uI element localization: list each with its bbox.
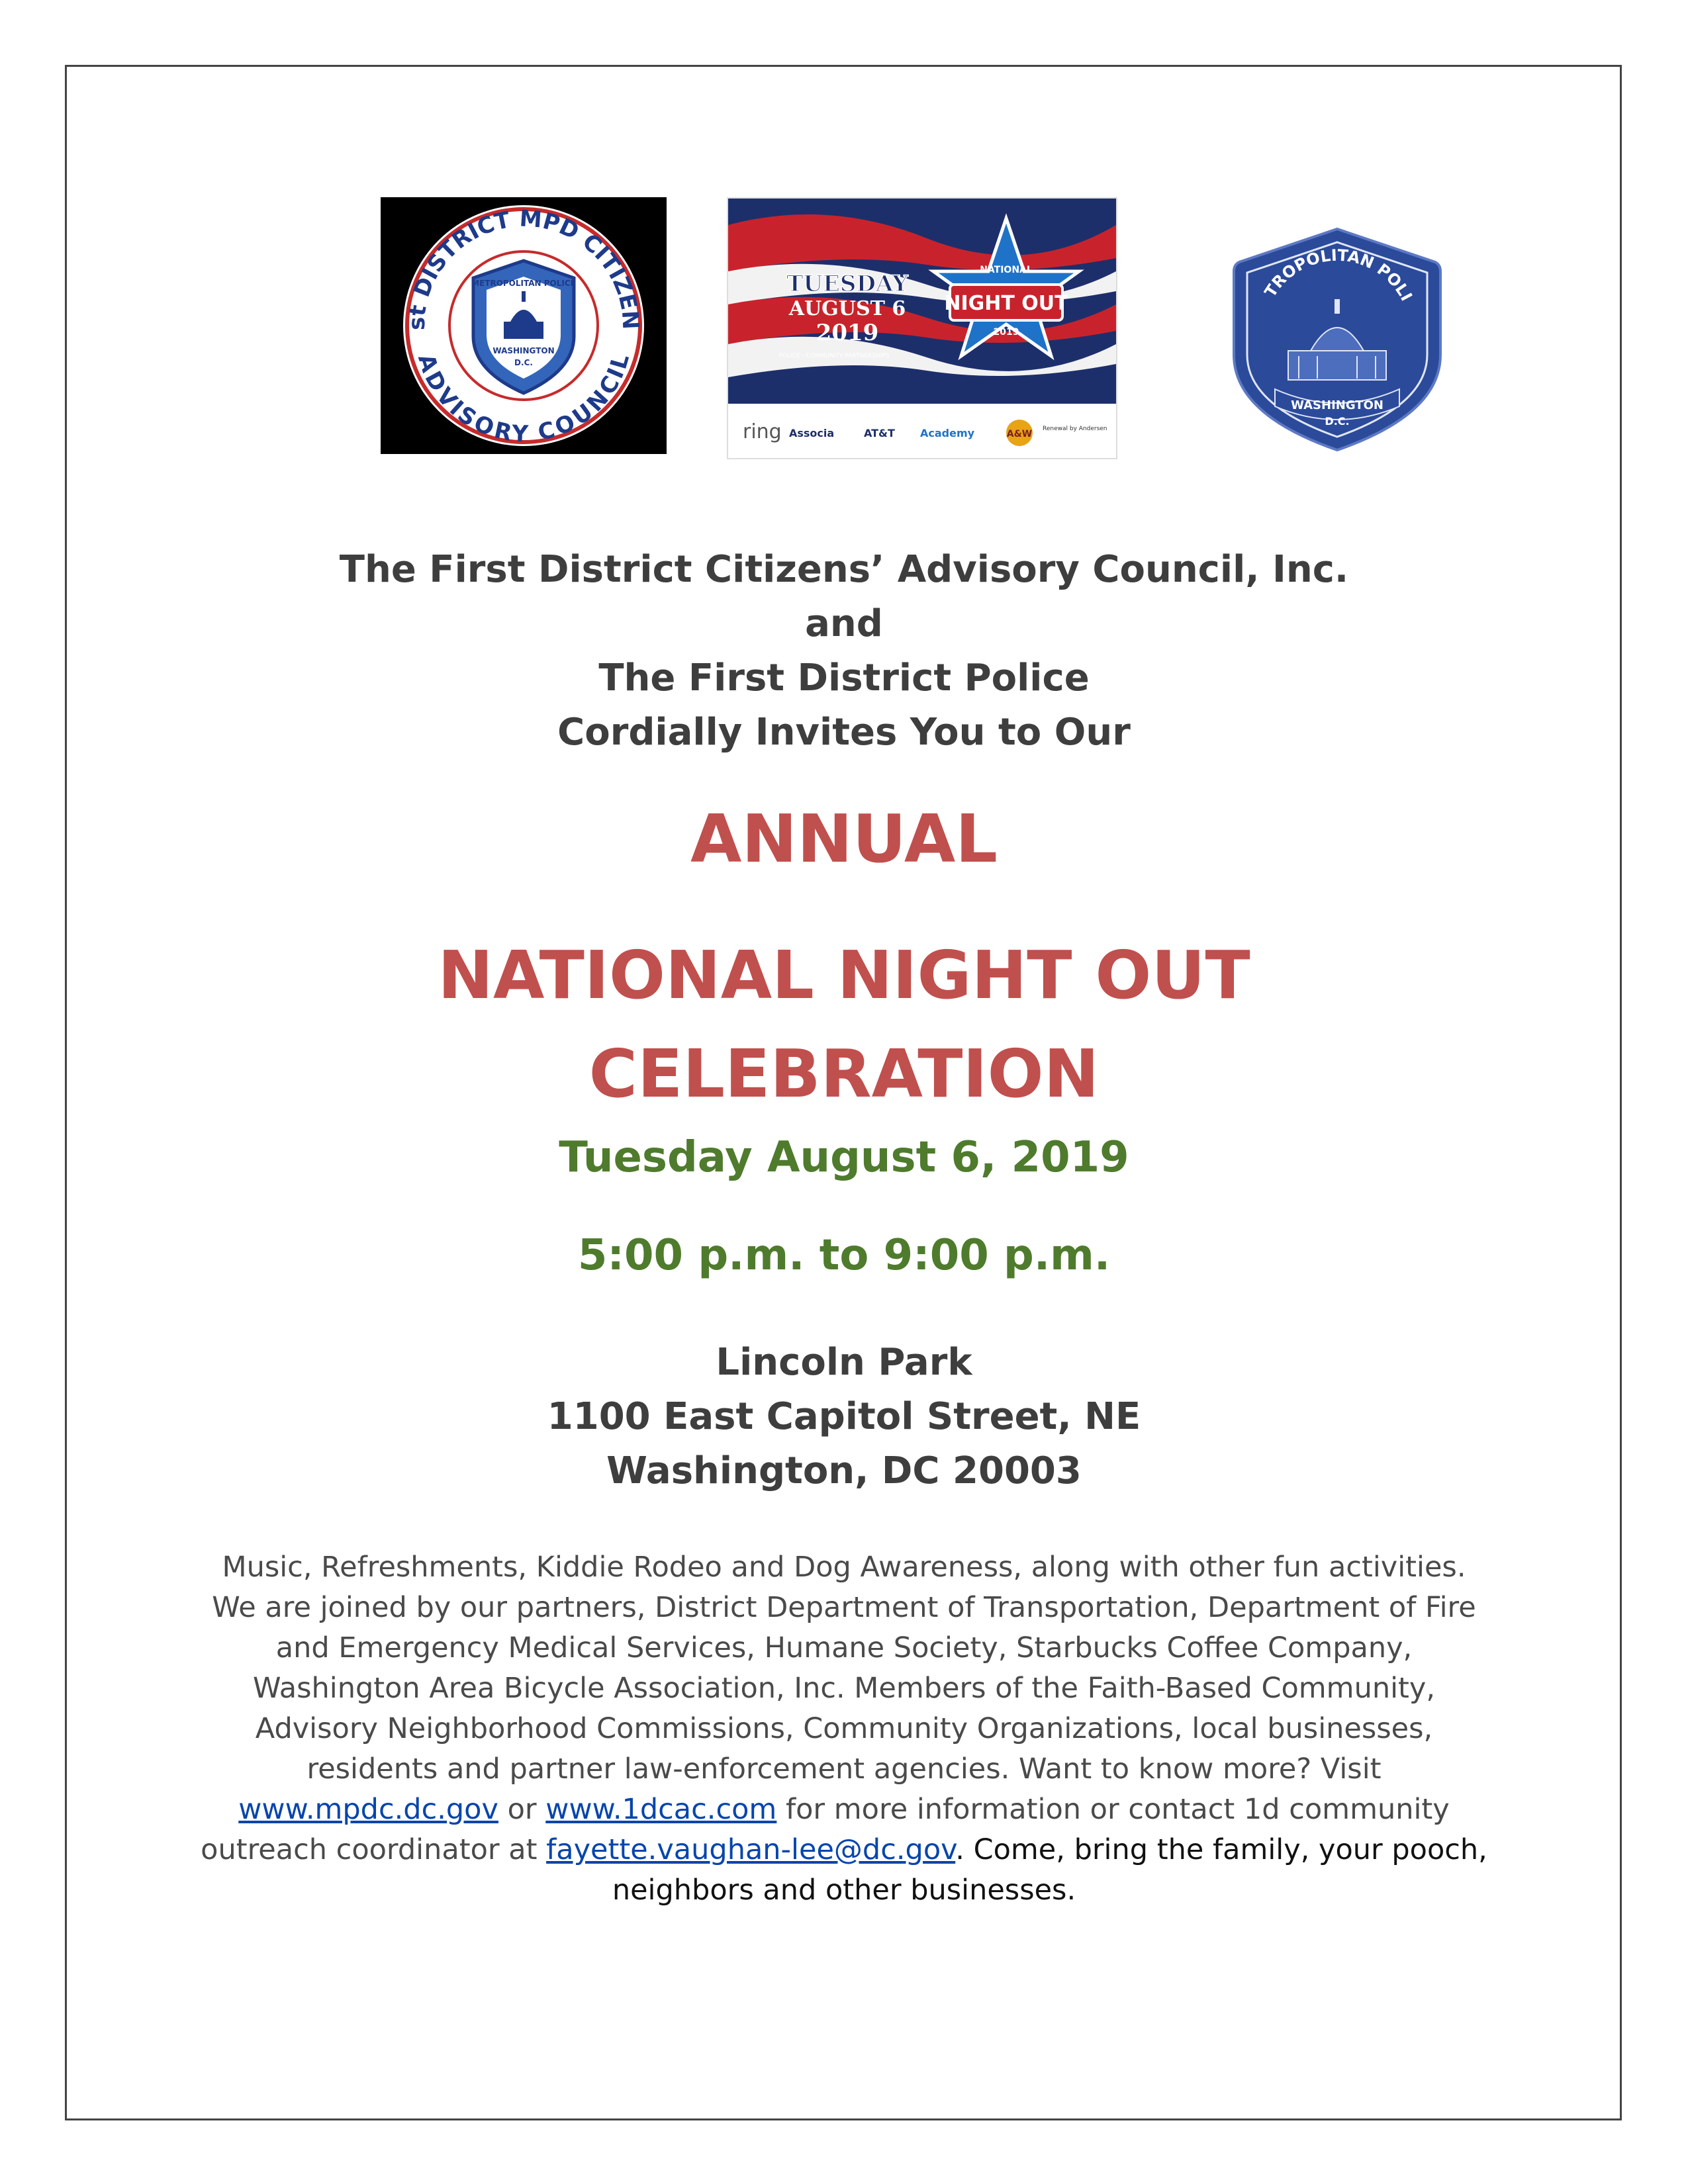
nno-star-top: NATIONAL bbox=[980, 265, 1033, 275]
ring-text-bottom: ADVISORY COUNCIL bbox=[412, 351, 635, 448]
sponsor-ring: ring bbox=[743, 420, 782, 443]
sponsor-aw: A&W bbox=[1006, 429, 1033, 439]
sponsor-associa: Associa bbox=[789, 427, 835, 439]
event-date: Tuesday August 6, 2019 bbox=[559, 1133, 1129, 1182]
headline-annual: ANNUAL bbox=[690, 800, 998, 878]
right-badge-bottom-text: WASHINGTON bbox=[1291, 398, 1383, 412]
venue-street: 1100 East Capitol Street, NE bbox=[547, 1395, 1141, 1438]
invite-line-1: The First District Citizens’ Advisory Council, Inc. bbox=[339, 548, 1349, 591]
right-badge-top-text: TROPOLITAN POLI bbox=[1260, 246, 1416, 304]
mpdc-link[interactable]: www.mpdc.dc.gov bbox=[238, 1793, 498, 1826]
right-badge-sub-text: D.C. bbox=[1325, 415, 1350, 428]
ring-text-top: st DISTRICT MPD CITIZEN bbox=[403, 205, 644, 331]
nno-date-line2: AUGUST 6 bbox=[788, 297, 906, 320]
venue-city: Washington, DC 20003 bbox=[606, 1449, 1082, 1492]
headline-national-night-out: NATIONAL NIGHT OUT bbox=[438, 936, 1250, 1014]
1dcac-link[interactable]: www.1dcac.com bbox=[545, 1793, 777, 1826]
invite-line-2: and bbox=[805, 602, 883, 645]
national-night-out-logo bbox=[727, 197, 1117, 459]
left-badge-bottom-text: WASHINGTON bbox=[492, 346, 555, 355]
sponsor-academy: Academy bbox=[920, 427, 975, 439]
contact-text: for more information or contact 1d community outreach coordinator at bbox=[201, 1793, 1450, 1866]
nno-date-line3: 2019 bbox=[816, 320, 879, 346]
closing-text: . Come, bring the family, your pooch, neighbors and other businesses. bbox=[612, 1833, 1487, 1907]
left-badge-sub-text: D.C. bbox=[514, 358, 533, 367]
metropolitan-police-badge-logo bbox=[1225, 225, 1450, 453]
citizens-advisory-council-logo bbox=[381, 197, 667, 454]
event-description bbox=[199, 1547, 1489, 1911]
or-text: or bbox=[507, 1793, 537, 1826]
event-time: 5:00 p.m. to 9:00 p.m. bbox=[577, 1231, 1111, 1280]
nno-date-line1: TUESDAY bbox=[786, 271, 908, 297]
nno-tagline: POLICE - COMMUNITY PARTNERSHIPS bbox=[778, 353, 890, 359]
sponsor-att: AT&T bbox=[864, 427, 895, 439]
invite-line-4: Cordially Invites You to Our bbox=[557, 711, 1131, 754]
invite-block bbox=[0, 543, 1688, 760]
invite-line-3: The First District Police bbox=[598, 657, 1090, 700]
nno-star-main: NIGHT OUT bbox=[944, 292, 1068, 315]
left-badge-top-text: METROPOLITAN POLICE bbox=[471, 279, 576, 288]
description-text: Music, Refreshments, Kiddie Rodeo and Dog Awareness, along with other fun activities. We are joined by our partners, District Department of Transportation, Department of Fire and Emergency Medical Services, Humane Society, Starbucks Coffee Company, Washington Area Bicycle Association, Inc. Members of the Faith-Based Community, Advisory Neighborhood Commissions, Community Organizations, local businesses, residents and partner law-enforcement agencies. Want to know more? Visit bbox=[212, 1551, 1476, 1786]
venue-block bbox=[0, 1336, 1688, 1498]
headline-celebration: CELEBRATION bbox=[588, 1035, 1100, 1113]
email-link[interactable]: fayette.vaughan-lee@dc.gov bbox=[546, 1833, 956, 1866]
nno-star-year: 2019 bbox=[993, 327, 1019, 338]
sponsor-renewal: Renewal by Andersen bbox=[1043, 426, 1107, 432]
venue-name: Lincoln Park bbox=[716, 1341, 972, 1384]
